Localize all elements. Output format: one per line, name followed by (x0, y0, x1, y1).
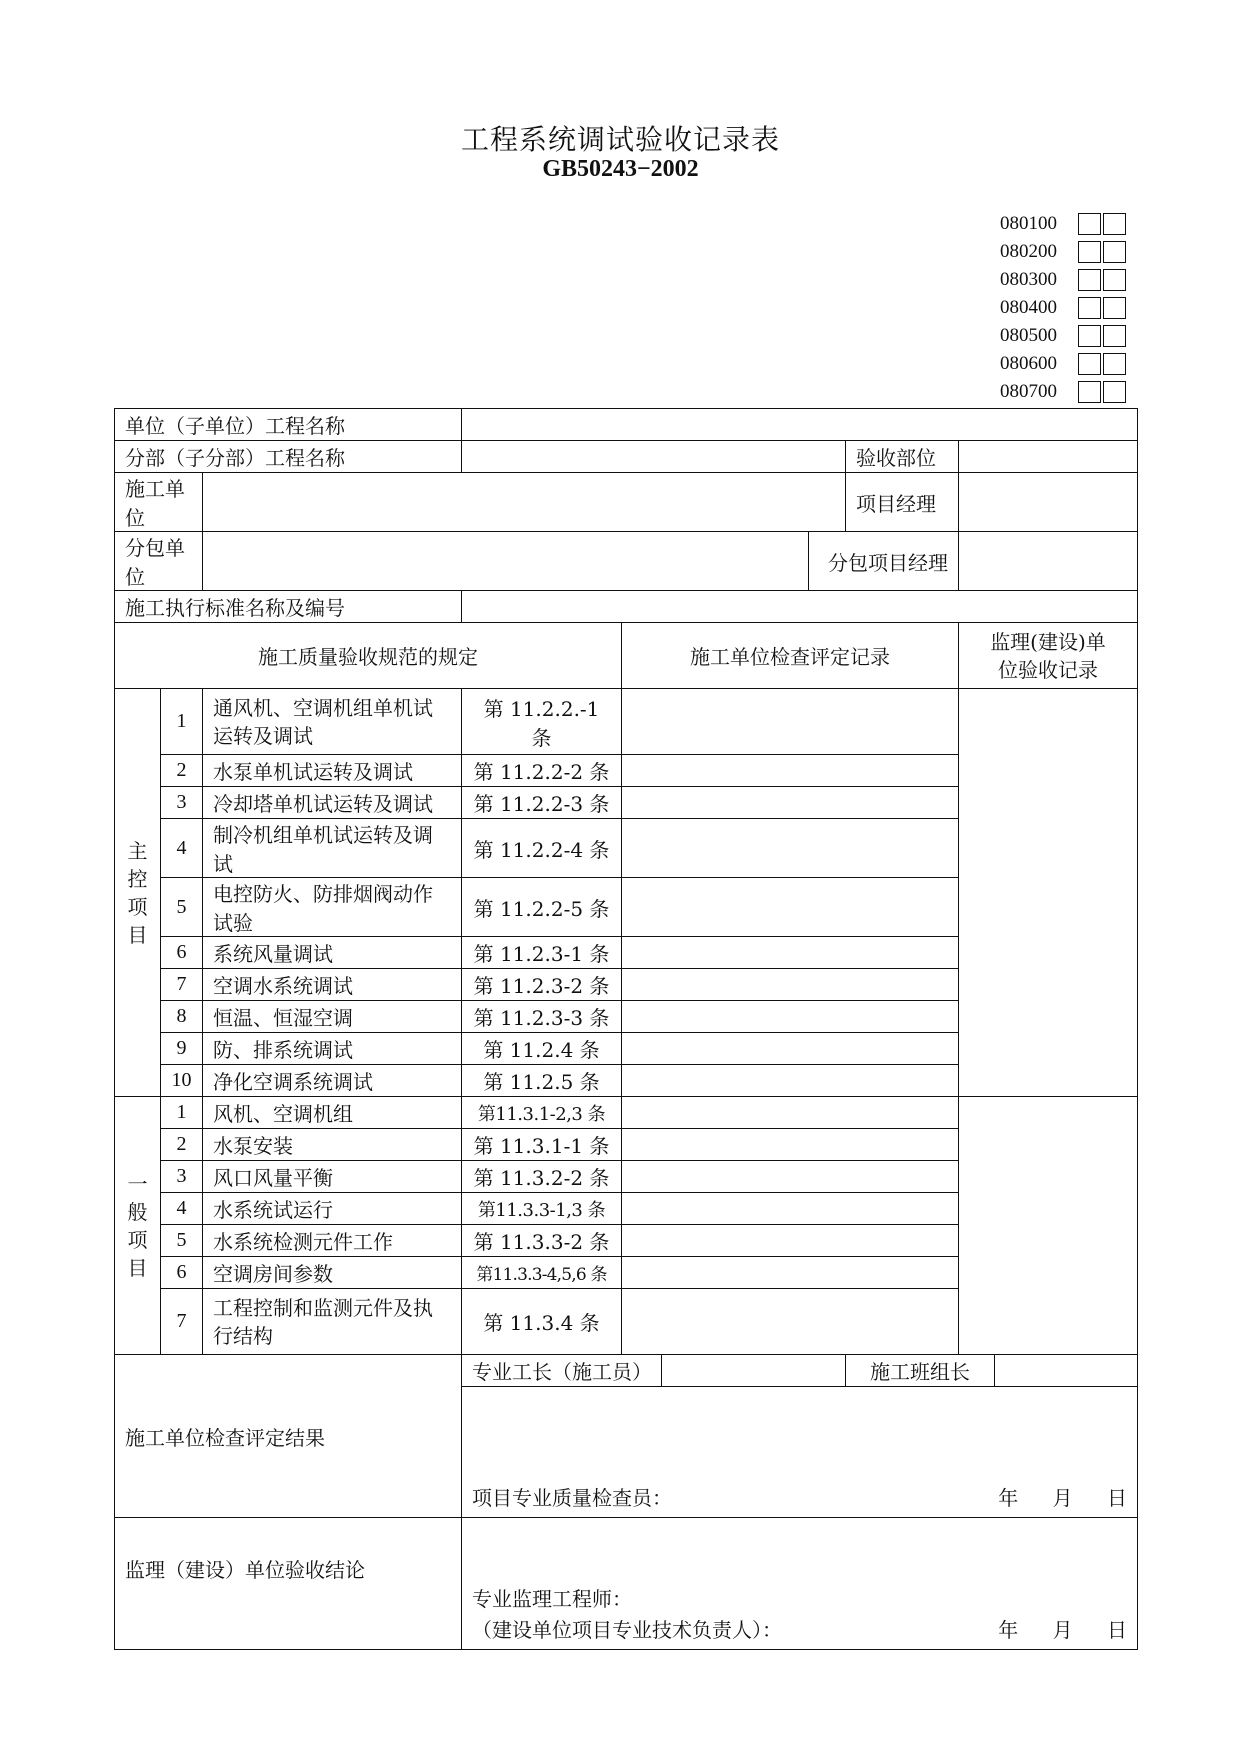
code-checkbox[interactable] (1078, 353, 1101, 375)
item-number: 10 (161, 1065, 203, 1097)
supervision-conclusion-row (115, 1518, 1138, 1650)
check-record-cell[interactable] (622, 787, 959, 819)
general-items-group-label (115, 1097, 161, 1355)
info-row (115, 473, 1138, 532)
item-description: 水泵安装 (203, 1129, 462, 1161)
code-checkbox[interactable] (1078, 269, 1101, 291)
subcontract-unit-input[interactable] (203, 532, 809, 591)
code-text: 080400 (1000, 297, 1057, 318)
date-fields (970, 1482, 1127, 1511)
subcontract-unit-label: 分包单位 (115, 532, 203, 591)
project-manager-input[interactable] (959, 473, 1138, 532)
item-number: 6 (161, 1257, 203, 1289)
code-text: 080700 (1000, 381, 1057, 402)
code-checkbox[interactable] (1103, 381, 1126, 403)
item-number: 1 (161, 689, 203, 755)
check-record-cell[interactable] (622, 878, 959, 937)
item-description: 水系统试运行 (203, 1193, 462, 1225)
code-row (1000, 322, 1135, 350)
check-record-cell[interactable] (622, 1289, 959, 1355)
check-record-cell[interactable] (622, 819, 959, 878)
group-char: 项 (127, 894, 148, 919)
item-description: 水泵单机试运转及调试 (203, 755, 462, 787)
item-clause: 第 11.2.2-2 条 (462, 755, 622, 787)
unit-project-input[interactable] (462, 409, 1138, 441)
construction-result-label: 施工单位检查评定结果 (115, 1355, 462, 1518)
group-char: 目 (127, 1255, 148, 1280)
code-checkbox[interactable] (1103, 325, 1126, 347)
supervision-conclusion-cell[interactable] (462, 1518, 1138, 1650)
year-label: 年 (998, 1618, 1019, 1642)
check-record-cell[interactable] (622, 1129, 959, 1161)
month-label: 月 (1052, 1618, 1073, 1642)
foreman-input[interactable] (662, 1355, 846, 1387)
item-clause: 第11.3.3-4,5,6 条 (462, 1257, 622, 1289)
code-row (1000, 294, 1135, 322)
item-clause: 第 11.2.3-1 条 (462, 937, 622, 969)
code-checkbox[interactable] (1103, 213, 1126, 235)
code-text: 080500 (1000, 325, 1057, 346)
supervision-record-cell[interactable] (959, 689, 1138, 1097)
check-record-cell[interactable] (622, 1001, 959, 1033)
standard-name-input[interactable] (462, 591, 1138, 623)
code-checkbox-list (1000, 210, 1135, 406)
construction-unit-label: 施工单位 (115, 473, 203, 532)
code-text: 080200 (1000, 241, 1057, 262)
item-number: 3 (161, 787, 203, 819)
code-text: 080100 (1000, 213, 1057, 234)
supervision-record-column-header (959, 623, 1138, 689)
team-leader-label: 施工班组长 (846, 1355, 995, 1387)
item-description: 制冷机组单机试运转及调试 (203, 819, 462, 878)
check-record-cell[interactable] (622, 689, 959, 755)
code-checkbox[interactable] (1078, 325, 1101, 347)
item-number: 2 (161, 1129, 203, 1161)
standard-code: GB50243−2002 (542, 156, 699, 182)
page-title: 工程系统调试验收记录表 (460, 123, 780, 156)
item-number: 8 (161, 1001, 203, 1033)
subcontract-manager-label: 分包项目经理 (809, 532, 959, 591)
item-description: 通风机、空调机组单机试运转及调试 (203, 689, 462, 755)
info-row (115, 409, 1138, 441)
info-row (115, 532, 1138, 591)
item-number: 7 (161, 969, 203, 1001)
code-checkbox[interactable] (1103, 241, 1126, 263)
item-description: 水系统检测元件工作 (203, 1225, 462, 1257)
check-record-cell[interactable] (622, 1161, 959, 1193)
group-char: 目 (127, 922, 148, 947)
item-description: 风机、空调机组 (203, 1097, 462, 1129)
item-description: 电控防火、防排烟阀动作试验 (203, 878, 462, 937)
item-number: 5 (161, 878, 203, 937)
month-label: 月 (1052, 1486, 1073, 1510)
supervision-conclusion-label: 监理（建设）单位验收结论 (115, 1518, 462, 1650)
unit-project-label: 单位（子单位）工程名称 (115, 409, 462, 441)
code-checkbox[interactable] (1078, 297, 1101, 319)
code-checkbox[interactable] (1103, 269, 1126, 291)
check-record-cell[interactable] (622, 937, 959, 969)
group-char: 般 (127, 1199, 148, 1224)
item-clause: 第 11.2.4 条 (462, 1033, 622, 1065)
item-clause: 第 11.3.3-2 条 (462, 1225, 622, 1257)
group-char: 控 (127, 866, 148, 891)
item-clause: 第 11.3.2-2 条 (462, 1161, 622, 1193)
item-number: 5 (161, 1225, 203, 1257)
foreman-row (115, 1355, 1138, 1387)
year-label: 年 (998, 1486, 1019, 1510)
item-description: 净化空调系统调试 (203, 1065, 462, 1097)
code-checkbox[interactable] (1078, 241, 1101, 263)
column-header-row (115, 623, 1138, 689)
quality-inspector-label: 项目专业质量检查员： (472, 1486, 672, 1510)
item-clause: 第11.3.1-2,3 条 (462, 1097, 622, 1129)
subcontract-manager-input[interactable] (959, 532, 1138, 591)
table-row (115, 689, 1138, 755)
code-checkbox[interactable] (1103, 353, 1126, 375)
acceptance-form-table (114, 408, 1138, 1650)
item-clause: 第 11.2.2-4 条 (462, 819, 622, 878)
acceptance-part-input[interactable] (959, 441, 1138, 473)
item-clause: 第 11.2.2.-1 条 (462, 689, 622, 755)
code-checkbox[interactable] (1078, 381, 1101, 403)
project-manager-label: 项目经理 (846, 473, 959, 532)
table-row (115, 1097, 1138, 1129)
sub-project-input[interactable] (462, 441, 846, 473)
code-row (1000, 266, 1135, 294)
item-number: 6 (161, 937, 203, 969)
item-description: 恒温、恒湿空调 (203, 1001, 462, 1033)
supervisor-label: 专业监理工程师： (472, 1587, 632, 1611)
item-clause: 第 11.2.3-2 条 (462, 969, 622, 1001)
item-number: 3 (161, 1161, 203, 1193)
group-char: 主 (127, 838, 148, 863)
team-leader-input[interactable] (995, 1355, 1138, 1387)
item-clause: 第 11.2.5 条 (462, 1065, 622, 1097)
foreman-label: 专业工长（施工员） (462, 1355, 662, 1387)
check-record-cell[interactable] (622, 1097, 959, 1129)
check-record-cell[interactable] (622, 1065, 959, 1097)
code-checkbox[interactable] (1103, 297, 1126, 319)
item-number: 7 (161, 1289, 203, 1355)
item-clause: 第 11.2.2-3 条 (462, 787, 622, 819)
spec-column-header: 施工质量验收规范的规定 (115, 623, 622, 689)
item-description: 空调房间参数 (203, 1257, 462, 1289)
info-row (115, 441, 1138, 473)
code-row (1000, 210, 1135, 238)
check-record-cell[interactable] (622, 1033, 959, 1065)
supervision-header-line-2: 位验收记录 (998, 657, 1098, 682)
main-items-group-label (115, 689, 161, 1097)
code-checkbox[interactable] (1078, 213, 1101, 235)
day-label: 日 (1107, 1618, 1127, 1642)
item-clause: 第 11.2.2-5 条 (462, 878, 622, 937)
item-number: 2 (161, 755, 203, 787)
construction-unit-input[interactable] (203, 473, 846, 532)
supervision-header-line-1: 监理(建设)单 (990, 629, 1106, 654)
code-row (1000, 378, 1135, 406)
code-row (1000, 238, 1135, 266)
acceptance-part-label: 验收部位 (846, 441, 959, 473)
code-text: 080600 (1000, 353, 1057, 374)
item-description: 工程控制和监测元件及执行结构 (203, 1289, 462, 1355)
item-description: 冷却塔单机试运转及调试 (203, 787, 462, 819)
item-clause: 第 11.3.4 条 (462, 1289, 622, 1355)
info-row (115, 591, 1138, 623)
standard-name-label: 施工执行标准名称及编号 (115, 591, 462, 623)
check-record-column-header: 施工单位检查评定记录 (622, 623, 959, 689)
item-clause: 第11.3.3-1,3 条 (462, 1193, 622, 1225)
sub-project-label: 分部（子分部）工程名称 (115, 441, 462, 473)
supervision-record-cell[interactable] (959, 1097, 1138, 1355)
item-number: 4 (161, 1193, 203, 1225)
item-number: 1 (161, 1097, 203, 1129)
construction-result-cell[interactable] (462, 1387, 1138, 1518)
check-record-cell[interactable] (622, 755, 959, 787)
check-record-cell[interactable] (622, 1225, 959, 1257)
owner-rep-label: （建设单位项目专业技术负责人）： (472, 1618, 782, 1642)
check-record-cell[interactable] (622, 969, 959, 1001)
day-label: 日 (1107, 1486, 1127, 1510)
item-description: 系统风量调试 (203, 937, 462, 969)
item-description: 空调水系统调试 (203, 969, 462, 1001)
group-char: 一 (127, 1171, 148, 1196)
item-description: 防、排系统调试 (203, 1033, 462, 1065)
date-fields (970, 1615, 1127, 1645)
code-text: 080300 (1000, 269, 1057, 290)
code-row (1000, 350, 1135, 378)
group-char: 项 (127, 1227, 148, 1252)
item-number: 4 (161, 819, 203, 878)
check-record-cell[interactable] (622, 1257, 959, 1289)
item-description: 风口风量平衡 (203, 1161, 462, 1193)
check-record-cell[interactable] (622, 1193, 959, 1225)
item-clause: 第 11.3.1-1 条 (462, 1129, 622, 1161)
item-number: 9 (161, 1033, 203, 1065)
item-clause: 第 11.2.3-3 条 (462, 1001, 622, 1033)
